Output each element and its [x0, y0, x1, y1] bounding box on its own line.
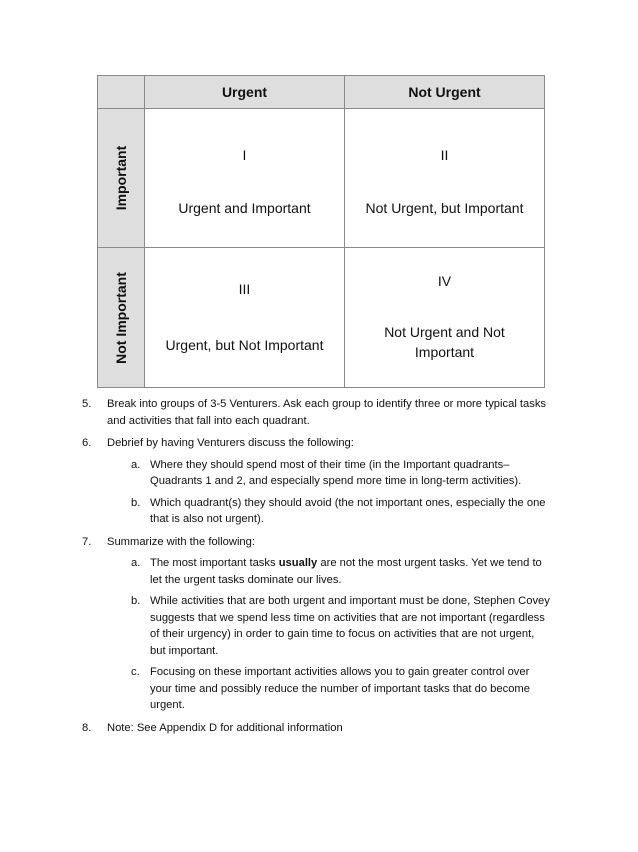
- row-important-text: Important: [113, 145, 129, 211]
- sub-text-pre: The most important tasks: [150, 557, 279, 569]
- step-number: 8.: [82, 721, 92, 734]
- row-label-not-important: [98, 248, 145, 388]
- list-item: [82, 396, 552, 429]
- quadrant-1: [145, 109, 345, 248]
- step-text: Break into groups of 3-5 Venturers. Ask each group to identify three or more typical tasks and activities that fall into each quadrant.: [107, 398, 547, 427]
- quadrant-3-number: III: [238, 281, 251, 297]
- quadrant-3: [145, 248, 345, 388]
- sub-letter: a.: [131, 458, 141, 471]
- sub-text: Where they should spend most of their time (in the Important quadrants– Quadrants 1 and 2, and especially spend more time in long-term activities).: [150, 458, 522, 487]
- sub-letter: b.: [131, 496, 141, 509]
- step-number: 6.: [82, 437, 92, 449]
- quadrant-3-label: Urgent, but Not Important: [165, 337, 324, 353]
- quadrant-1-label: Urgent and Important: [178, 200, 311, 216]
- quadrant-2-label: Not Urgent, but Important: [365, 200, 524, 216]
- quadrant-2-number: II: [440, 147, 449, 163]
- step-number: 5.: [82, 398, 92, 410]
- instruction-list: [82, 396, 552, 742]
- quadrant-4-label: Not Urgent and Not Important: [384, 324, 505, 360]
- sub-letter: c.: [131, 666, 140, 678]
- quadrant-4-number: IV: [437, 273, 452, 289]
- sub-item: [82, 664, 552, 714]
- sub-item: [82, 593, 552, 659]
- sub-item: [82, 555, 552, 588]
- sub-text: While activities that are both urgent and important must be done, Stephen Covey suggests that we spend less time on activities that are not important (regardless of their urgency) in order to gain time to focus on activities that are not urgent, but important.: [150, 595, 550, 657]
- sub-text-bold: usually: [278, 557, 318, 569]
- list-item: [82, 435, 552, 528]
- step-text: Debrief by having Venturers discuss the following:: [107, 437, 354, 449]
- quadrant-2: [345, 109, 545, 248]
- quadrant-1-number: I: [242, 147, 247, 163]
- corner-cell: [98, 76, 145, 109]
- step-text: Summarize with the following:: [107, 535, 255, 548]
- list-item: [82, 534, 552, 714]
- sub-text-post: are not the most urgent tasks. Yet we tend to let the urgent tasks dominate our lives.: [150, 557, 542, 586]
- sub-text: Focusing on these important activities allows you to gain greater control over your time and possibly reduce the number of important tasks that do become urgent.: [150, 666, 530, 711]
- sub-text: Which quadrant(s) they should avoid (the not important ones, especially the one that is also not urgent).: [150, 496, 546, 525]
- sub-item: [82, 495, 552, 528]
- header-not-urgent: Not Urgent: [345, 76, 545, 109]
- sub-letter: a.: [131, 557, 141, 569]
- row-label-important: [98, 109, 145, 248]
- list-item: [82, 720, 552, 737]
- header-urgent: Urgent: [145, 76, 345, 109]
- sub-item: [82, 457, 552, 490]
- step-number: 7.: [82, 535, 92, 548]
- row-not-important-text: Not Important: [113, 271, 129, 364]
- urgency-importance-matrix: [97, 75, 545, 388]
- quadrant-4: [345, 248, 545, 388]
- sub-letter: b.: [131, 595, 141, 607]
- step-text: Note: See Appendix D for additional information: [107, 721, 343, 734]
